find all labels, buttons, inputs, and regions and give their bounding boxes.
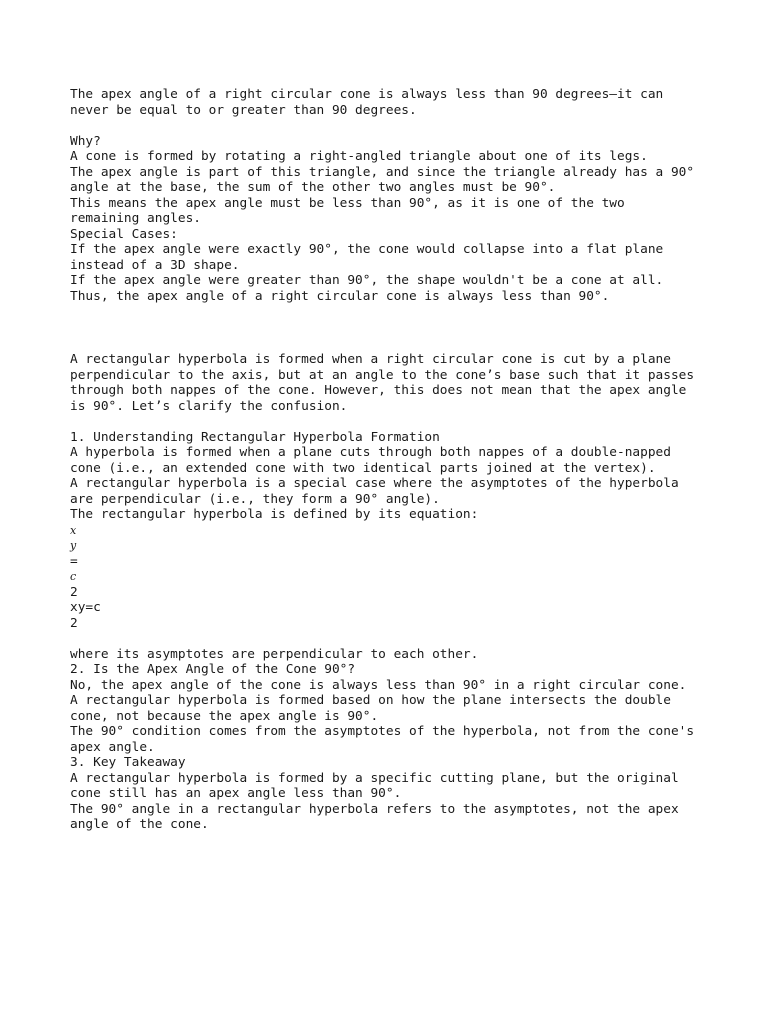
text-line: perpendicular to the axis, but at an angle to the cone’s base such that it passes xyxy=(70,367,695,383)
text-line: This means the apex angle must be less than 90°, as it is one of the two xyxy=(70,195,625,211)
text-line: The 90° angle in a rectangular hyperbola refers to the asymptotes, not the apex xyxy=(70,801,679,817)
text-line: through both nappes of the cone. However, this does not mean that the apex angle xyxy=(70,383,687,398)
text-line: A rectangular hyperbola is formed by a specific cutting plane, but the original xyxy=(70,770,679,786)
text-line: A rectangular hyperbola is a special case where the asymptotes of the hyperbola xyxy=(70,476,679,491)
text-line: angle at the base, the sum of the other two angles must be 90°. xyxy=(70,180,556,195)
text-line: The 90° condition comes from the asymptotes of the hyperbola, not from the cone's xyxy=(70,724,695,739)
text-line: A hyperbola is formed when a plane cuts through both nappes of a double-napped xyxy=(70,445,671,460)
text-line: Special Cases: xyxy=(70,226,178,242)
text-line: where its asymptotes are perpendicular to each other. xyxy=(70,646,479,662)
equation-symbol-y: y xyxy=(70,539,77,552)
text-line: never be equal to or greater than 90 degrees. xyxy=(70,102,417,118)
text-line: apex angle. xyxy=(70,739,155,755)
equation-symbol-equals: = xyxy=(70,553,78,569)
text-line: A rectangular hyperbola is formed when a right circular cone is cut by a plane xyxy=(70,352,671,367)
hyperbola-section xyxy=(70,352,730,833)
text-line: cone still has an apex angle less than 90°. xyxy=(70,786,402,801)
text-line: 2. Is the Apex Angle of the Cone 90°? xyxy=(70,662,356,677)
text-line: If the apex angle were exactly 90°, the cone would collapse into a flat plane xyxy=(70,242,664,257)
equation-exponent: 2 xyxy=(70,584,78,600)
text-line: 1. Understanding Rectangular Hyperbola Formation xyxy=(70,429,440,445)
text-line: remaining angles. xyxy=(70,211,201,226)
text-line xyxy=(70,118,730,134)
text-line: is 90°. Let’s clarify the confusion. xyxy=(70,398,348,414)
apex-angle-section xyxy=(70,87,730,304)
text-line: The apex angle is part of this triangle, and since the triangle already has a 90° xyxy=(70,164,695,180)
text-line: are perpendicular (i.e., they form a 90° angle). xyxy=(70,491,440,507)
equation-symbol-x: x xyxy=(70,523,77,537)
text-line xyxy=(70,414,730,430)
text-line xyxy=(70,631,730,647)
equation-exponent: 2 xyxy=(70,615,78,631)
text-line: A cone is formed by rotating a right-angled triangle about one of its legs. xyxy=(70,149,648,164)
text-line: If the apex angle were greater than 90°, the shape wouldn't be a cone at all. xyxy=(70,273,664,288)
text-line: The rectangular hyperbola is defined by its equation: xyxy=(70,507,479,522)
equation-text: xy=c xyxy=(70,600,101,615)
text-line: angle of the cone. xyxy=(70,817,209,832)
text-line: A rectangular hyperbola is formed based on how the plane intersects the double xyxy=(70,693,671,708)
text-line: No, the apex angle of the cone is always less than 90° in a right circular cone. xyxy=(70,677,687,693)
equation-symbol-c: c xyxy=(70,570,77,583)
text-line: cone (i.e., an extended cone with two identical parts joined at the vertex). xyxy=(70,460,656,476)
text-line: 3. Key Takeaway xyxy=(70,755,186,770)
text-line: The apex angle of a right circular cone is always less than 90 degrees—it can xyxy=(70,87,664,102)
text-line: Thus, the apex angle of a right circular cone is always less than 90°. xyxy=(70,288,610,304)
text-line: cone, not because the apex angle is 90°. xyxy=(70,708,379,724)
text-line: instead of a 3D shape. xyxy=(70,257,240,273)
text-line: Why? xyxy=(70,133,101,149)
